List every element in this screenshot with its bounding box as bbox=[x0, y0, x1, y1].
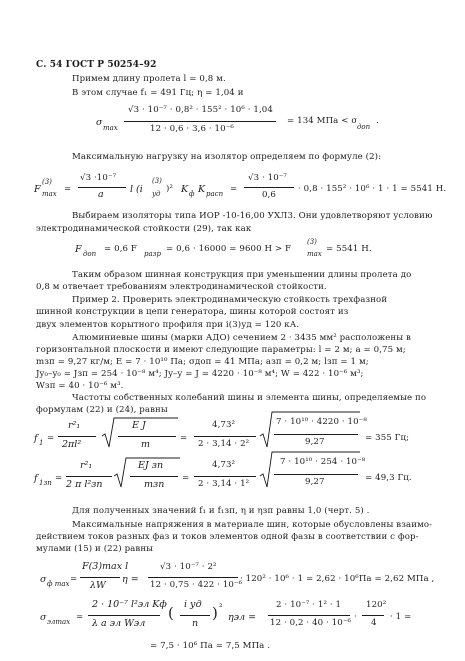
text-line: горизонтальной плоскости и имеют следующие параметры: l = 2 м; a = 0,75 м; bbox=[36, 345, 406, 355]
text-line: mзп = 9,27 кг/м; E = 7 · 10¹⁰ Па; σдоп = 41 МПа; aзп = 0,2 м; lзп = 1 м; bbox=[36, 357, 369, 367]
text-line: мулами (15) и (22) равны bbox=[36, 544, 154, 554]
page-header: С. 54 ГОСТ Р 50254–92 bbox=[36, 60, 157, 70]
text-line: Максимальные напряжения в материале шин, которые обусловлены взаимо- bbox=[72, 520, 433, 530]
fraction-numerator: √3 · 10⁻⁷ · 0,8² · 155² · 10⁶ · 1,04 bbox=[128, 105, 273, 115]
text-line: Алюминиевые шины (марки АДО) сечением 2 · 3435 мм² расположены в bbox=[72, 333, 411, 343]
text-line: Частоты собственных колебаний шины и элемента шины, определяемые по bbox=[72, 393, 427, 403]
text-line: двух элементов корытного профиля при i(3)уд = 120 кА. bbox=[36, 320, 300, 330]
text-line: Пример 2. Проверить электродинамическую стойкость трехфазной bbox=[72, 295, 388, 305]
text-line: формулам (22) и (24), равны bbox=[36, 405, 168, 415]
formula-final-result: = 7,5 · 10⁶ Па = 7,5 МПа . bbox=[150, 641, 271, 651]
text-line: Wзп = 40 · 10⁻⁶ м³. bbox=[36, 381, 124, 391]
fraction-denominator: 12 · 0,6 · 3,6 · 10⁻⁶ bbox=[150, 124, 234, 134]
text-line: 0,8 м отвечает требованиям электродинамической стойкости. bbox=[36, 282, 327, 292]
text-line: действием токов разных фаз и токов элементов одной фазы в соответствии с фор- bbox=[36, 532, 419, 542]
text-line: Таким образом шинная конструкция при уменьшении длины пролета до bbox=[72, 270, 412, 280]
text-line: Для полученных значений f₁ и f₁зп, η и ηзп равны 1,0 (черт. 5) . bbox=[72, 506, 370, 516]
text-line: электродинамической стойкости (29), так как bbox=[36, 224, 252, 234]
text-line: Максимальную нагрузку на изолятор определяем по формуле (2): bbox=[72, 152, 382, 162]
text-line: Jy₀–y₀ = Jзп = 254 · 10⁻⁸ м⁴; Jy–y = J = 4220 · 10⁻⁸ м⁴; W = 422 · 10⁻⁶ м³; bbox=[36, 369, 364, 379]
text-line: В этом случае f₁ = 491 Гц; η = 1,04 и bbox=[72, 88, 244, 98]
text-line: Выбираем изоляторы типа ИОР -10-16,00 УХЛ3. Они удовлетворяют условию bbox=[72, 211, 433, 221]
text-line: шинной конструкции в цепи генератора, шины которой состоят из bbox=[36, 307, 349, 317]
document-page: С. 54 ГОСТ Р 50254–92 Примем длину пролета l = 0,8 м. В этом случае f₁ = 491 Гц; η = 1,04 и σ max √3 · 10⁻⁷ · 0,8² · 155² · 10⁶ · 1,04 12 · 0,6 · 3,6 · 10⁻⁶ = 134 МПа < σ доп . Максимальную нагрузку на изолятор определяем по формуле (2): F (3) max = √3 ·10⁻⁷ a l (i (3) уд )² K ф K расп = √3 · 10⁻⁷ 0,6 · 0,8 · 155² · 10⁶ · 1 · 1 = 5541 Н. Выбираем изоляторы типа ИОР -10-16,00 УХЛ3. Они удовлетворяют условию электродинамической стойкости (29), так как F доп = 0,6 F разр = 0,6 · 16000 = 9600 Н > F (3) max = 5541 Н. Таким образом шинная конструкция при уменьшении длины пролета до 0,8 м отвечает требованиям электродинамической стойкости. Пример 2. Проверить электродинамическую стойкость трехфазной шинной конструкции в цепи генератора, шины которой состоят из двух элементов корытного профиля при i(3)уд = 120 кА. Алюминиевые шины (марки АДО) сечением 2 · 3435 мм² расположены в горизонтальной плоскости и имеют следующие параметры: l = 2 м; a = 0,75 м; mзп = 9,27 кг/м; E = 7 · 10¹⁰ Па; σдоп = 41 МПа; aзп = 0,2 м; lзп = 1 м; Jy₀–y₀ = Jзп = 254 · 10⁻⁸ м⁴; Jy–y = J = 4220 · 10⁻⁸ м⁴; W = 422 · 10⁻⁶ м³; Wзп = 40 · 10⁻⁶ м³. Частоты собственных колебаний шины и элемента шины, определяемые по формулам (22) и (24), равны f 1 = r²₁ 2πl² E J m = 4,73² 2 · 3,14 · 2² 7 · 10¹⁰ · 4220 · 10⁻⁸ 9,27 = 355 Гц; f 1зп = r²₁ 2 π l²зп EJ зп mзп = 4,73² 2 · 3,14 · 1² 7 · 10¹⁰ · 254 · 10⁻⁸ 9,27 = 49,3 Гц. Для полученных значений f₁ и f₁зп, η и ηзп равны 1,0 (черт. 5) . Максимальные напряжения в материале шин, которые обусловлены взаимо- действием токов разных фаз и токов элементов одной фазы в соответствии с фор- мулами (15) и (22) равны σ ф max = F(3)max l λW η = √3 · 10⁻⁷ · 2² 12 · 0,75 · 422 · 10⁻⁶ · 120² · 10⁶ · 1 = 2,62 · 10⁶Па = 2,62 МПа , σ элmax = 2 · 10⁻⁷ l²эл Kф λ a эл Wэл ( i уд n ) ² ηэл = 2 · 10⁻⁷ · 1² · 1 12 · 0,2 · 40 · 10⁻⁶ · 120² 4 · 1 = = 7,5 · 10⁶ Па = 7,5 МПа . bbox=[34, 60, 447, 651]
text-line: Примем длину пролета l = 0,8 м. bbox=[72, 74, 226, 84]
